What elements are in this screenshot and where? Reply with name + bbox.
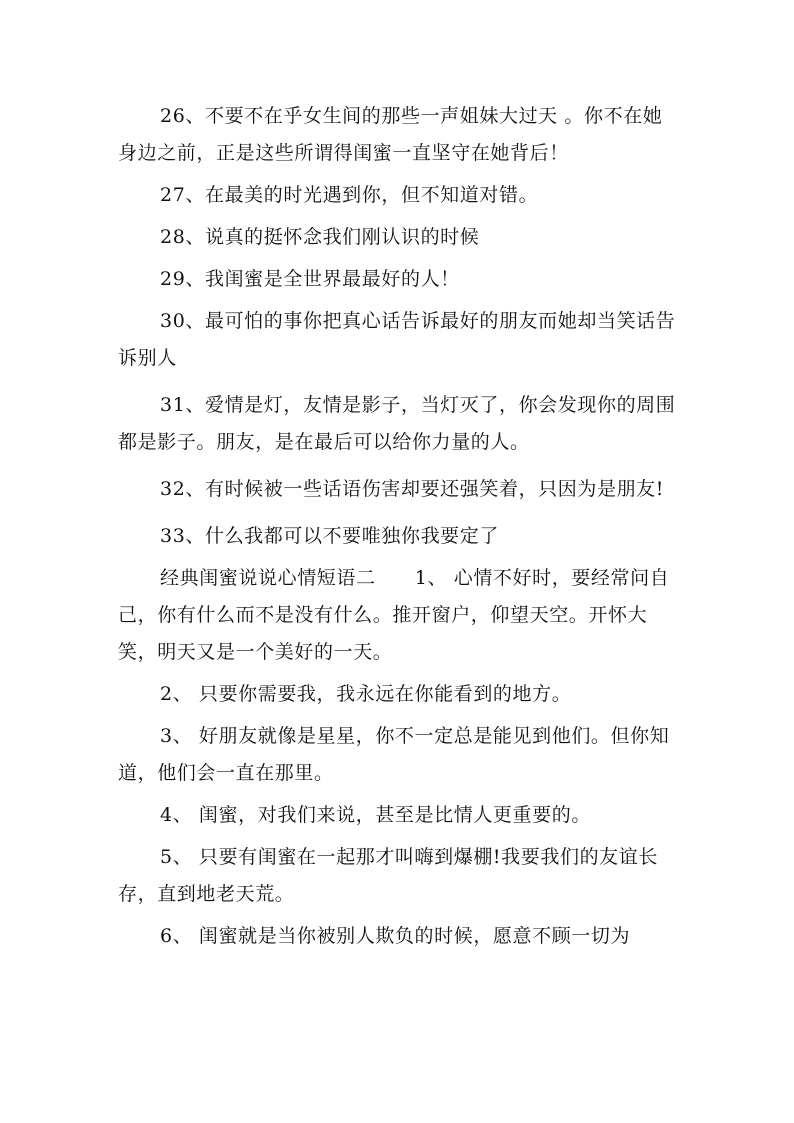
paragraph-30: 30、最可怕的事你把真心话告诉最好的朋友而她却当笑话告诉别人: [118, 310, 676, 369]
paragraph-27: 27、在最美的时光遇到你，但不知道对错。: [160, 184, 539, 206]
paragraph-6: 6、 闺蜜就是当你被别人欺负的时候，愿意不顾一切为: [160, 925, 631, 947]
paragraph-31: 31、爱情是灯，友情是影子，当灯灭了，你会发现你的周围都是影子。朋友，是在最后可以给你力量的人。: [118, 394, 676, 453]
paragraph-4: 4、 闺蜜，对我们来说，甚至是比情人更重要的。: [160, 804, 591, 826]
section-heading-paragraph: 经典闺蜜说说心情短语二 1、 心情不好时，要经常问自己，你有什么而不是没有什么。推开窗户，仰望天空。开怀大笑，明天又是一个美好的一天。: [118, 567, 670, 663]
paragraph-29: 29、我闺蜜是全世界最最好的人！: [160, 268, 460, 290]
document-body: [118, 98, 678, 955]
paragraph-32: 32、有时候被一些话语伤害却要还强笑着，只因为是朋友!: [160, 478, 665, 500]
paragraph-26: 26、不要不在乎女生间的那些一声姐妹大过天 。你不在她身边之前，正是这些所谓得闺蜜一直坚守在她背后！: [118, 105, 663, 164]
paragraph-2: 2、 只要你需要我，我永远在你能看到的地方。: [160, 683, 572, 705]
paragraph-33: 33、什么我都可以不要唯独你我要定了: [160, 525, 499, 547]
paragraph-3: 3、 好朋友就像是星星，你不一定总是能见到他们。但你知道，他们会一直在那里。: [118, 725, 670, 784]
paragraph-28: 28、说真的挺怀念我们刚认识的时候: [160, 226, 480, 248]
paragraph-5: 5、 只要有闺蜜在一起那才叫嗨到爆棚!我要我们的友谊长存，直到地老天荒。: [118, 846, 658, 905]
